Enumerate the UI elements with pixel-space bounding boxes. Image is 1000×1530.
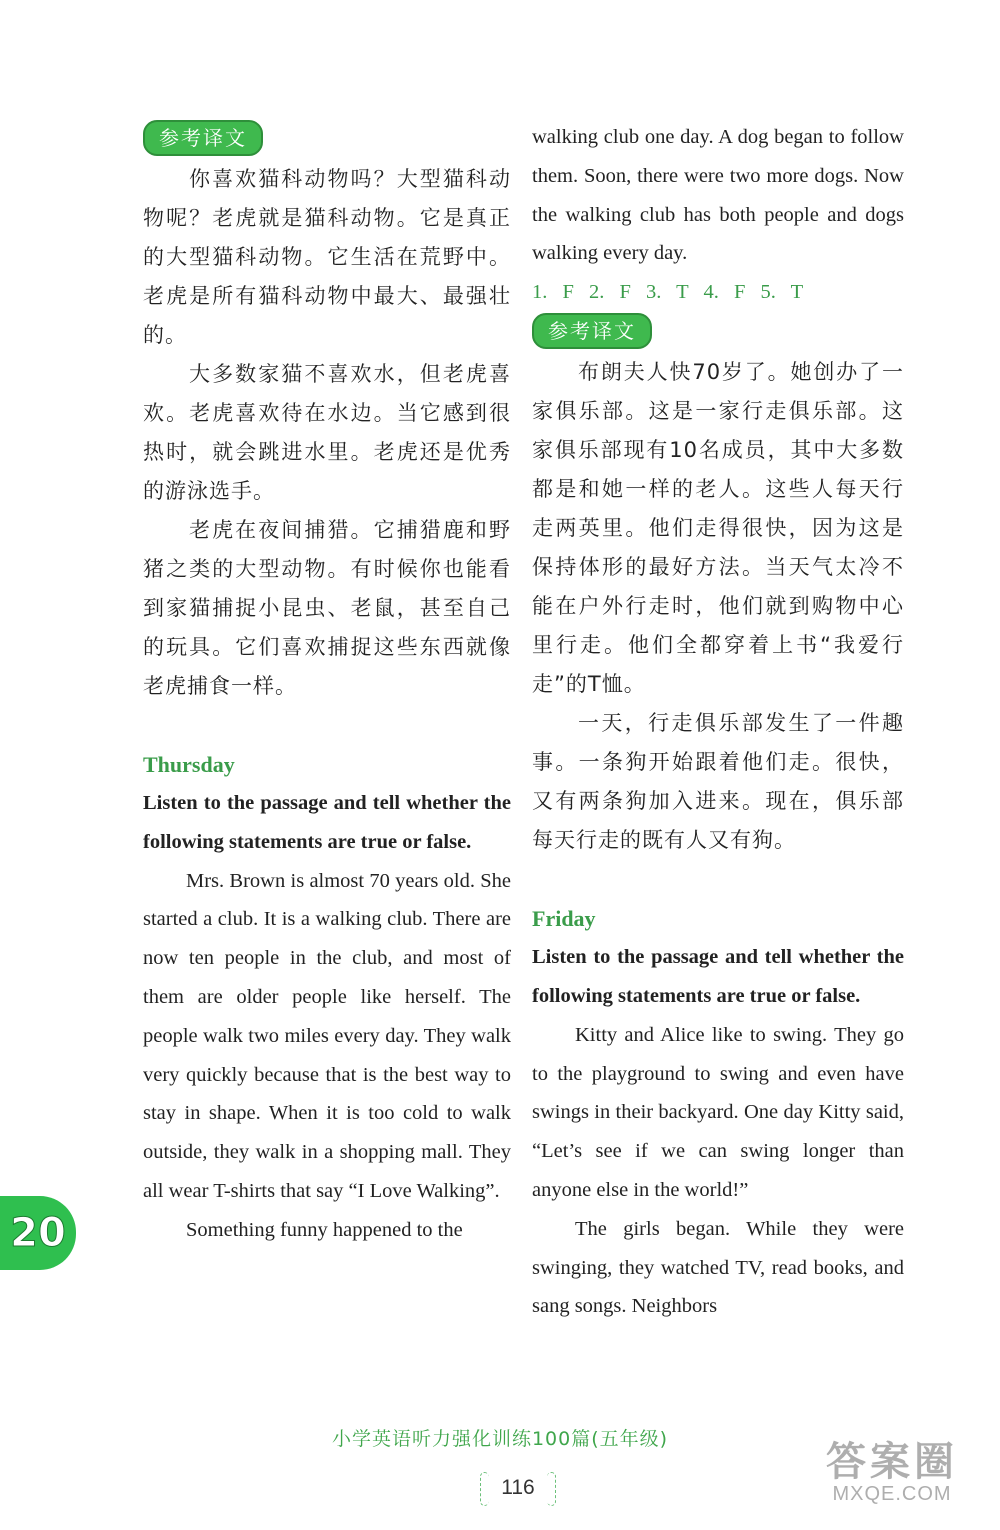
translation-paragraph: 你喜欢猫科动物吗？大型猫科动物呢？老虎就是猫科动物。它是真正的大型猫科动物。它生活在荒野中。老虎是所有猫科动物中最大、最强壮的。: [143, 167, 511, 347]
passage-paragraph: Mrs. Brown is almost 70 years old. She started a club. It is a walking club. There are now ten people in the club, and most of them are older people like herself. The people walk two miles every day. They walk very quickly because that is the best way to stay in shape. When it is too cold to walk outside, they walk in a shopping mall. They all wear T-shirts that say “I Love Walking”.: [143, 869, 511, 1202]
passage-paragraph: Something funny happened to the: [186, 1218, 463, 1241]
section-tab-number: 20: [10, 1210, 66, 1256]
right-column: [532, 118, 904, 1326]
passage-paragraph: The girls began. While they were swinging, they watched TV, read books, and sang songs. Neighbors: [532, 1217, 904, 1318]
book-title-footer: 小学英语听力强化训练100篇(五年级): [331, 1428, 669, 1450]
day-heading-thursday: Thursday: [143, 752, 235, 777]
passage-continuation: walking club one day. A dog began to follow them. Soon, there were two more dogs. Now the walking club has both people and dogs walking every day.: [532, 126, 904, 265]
listening-instruction: Listen to the passage and tell whether the following statements are true or false.: [143, 792, 511, 853]
reference-translation-badge: 参考译文: [532, 313, 652, 349]
translation-paragraph: 布朗夫人快70岁了。她创办了一家俱乐部。这是一家行走俱乐部。这家俱乐部现有10名成员，其中大多数都是和她一样的老人。这些人每天行走两英里。他们走得很快，因为这是保持体形的最好方法。当天气太冷不能在户外行走时，他们就到购物中心里行走。他们全都穿着上书“我爱行走”的T恤。: [532, 360, 904, 697]
passage-paragraph: Kitty and Alice like to swing. They go to the playground to swing and even have swings in their backyard. One day Kitty said, “Let’s see if we can swing longer than anyone else in the world!”: [532, 1023, 904, 1201]
translation-paragraph: 一天，行走俱乐部发生了一件趣事。一条狗开始跟着他们走。很快，又有两条狗加入进来。现在，俱乐部每天行走的既有人又有狗。: [532, 711, 904, 853]
translation-paragraph: 大多数家猫不喜欢水，但老虎喜欢。老虎喜欢待在水边。当它感到很热时，就会跳进水里。老虎还是优秀的游泳选手。: [143, 362, 511, 503]
listening-instruction: Listen to the passage and tell whether the following statements are true or false.: [532, 946, 904, 1007]
section-tab: [0, 1196, 76, 1270]
page-number: 116: [478, 1468, 558, 1508]
watermark-top-text: 答案圈: [826, 1440, 958, 1484]
translation-paragraph: 老虎在夜间捕猎。它捕猎鹿和野猪之类的大型动物。有时候你也能看到家猫捕捉小昆虫、老鼠，甚至自己的玩具。它们喜欢捕捉这些东西就像老虎捕食一样。: [143, 518, 511, 698]
watermark-bottom-text: MXQE.COM: [832, 1483, 952, 1505]
watermark-logo: [802, 1442, 982, 1512]
reference-translation-badge: 参考译文: [143, 120, 263, 156]
day-heading-friday: Friday: [532, 906, 596, 932]
answer-key: 1. F 2. F 3. T 4. F 5. T: [532, 281, 804, 304]
left-column: [143, 118, 511, 1250]
